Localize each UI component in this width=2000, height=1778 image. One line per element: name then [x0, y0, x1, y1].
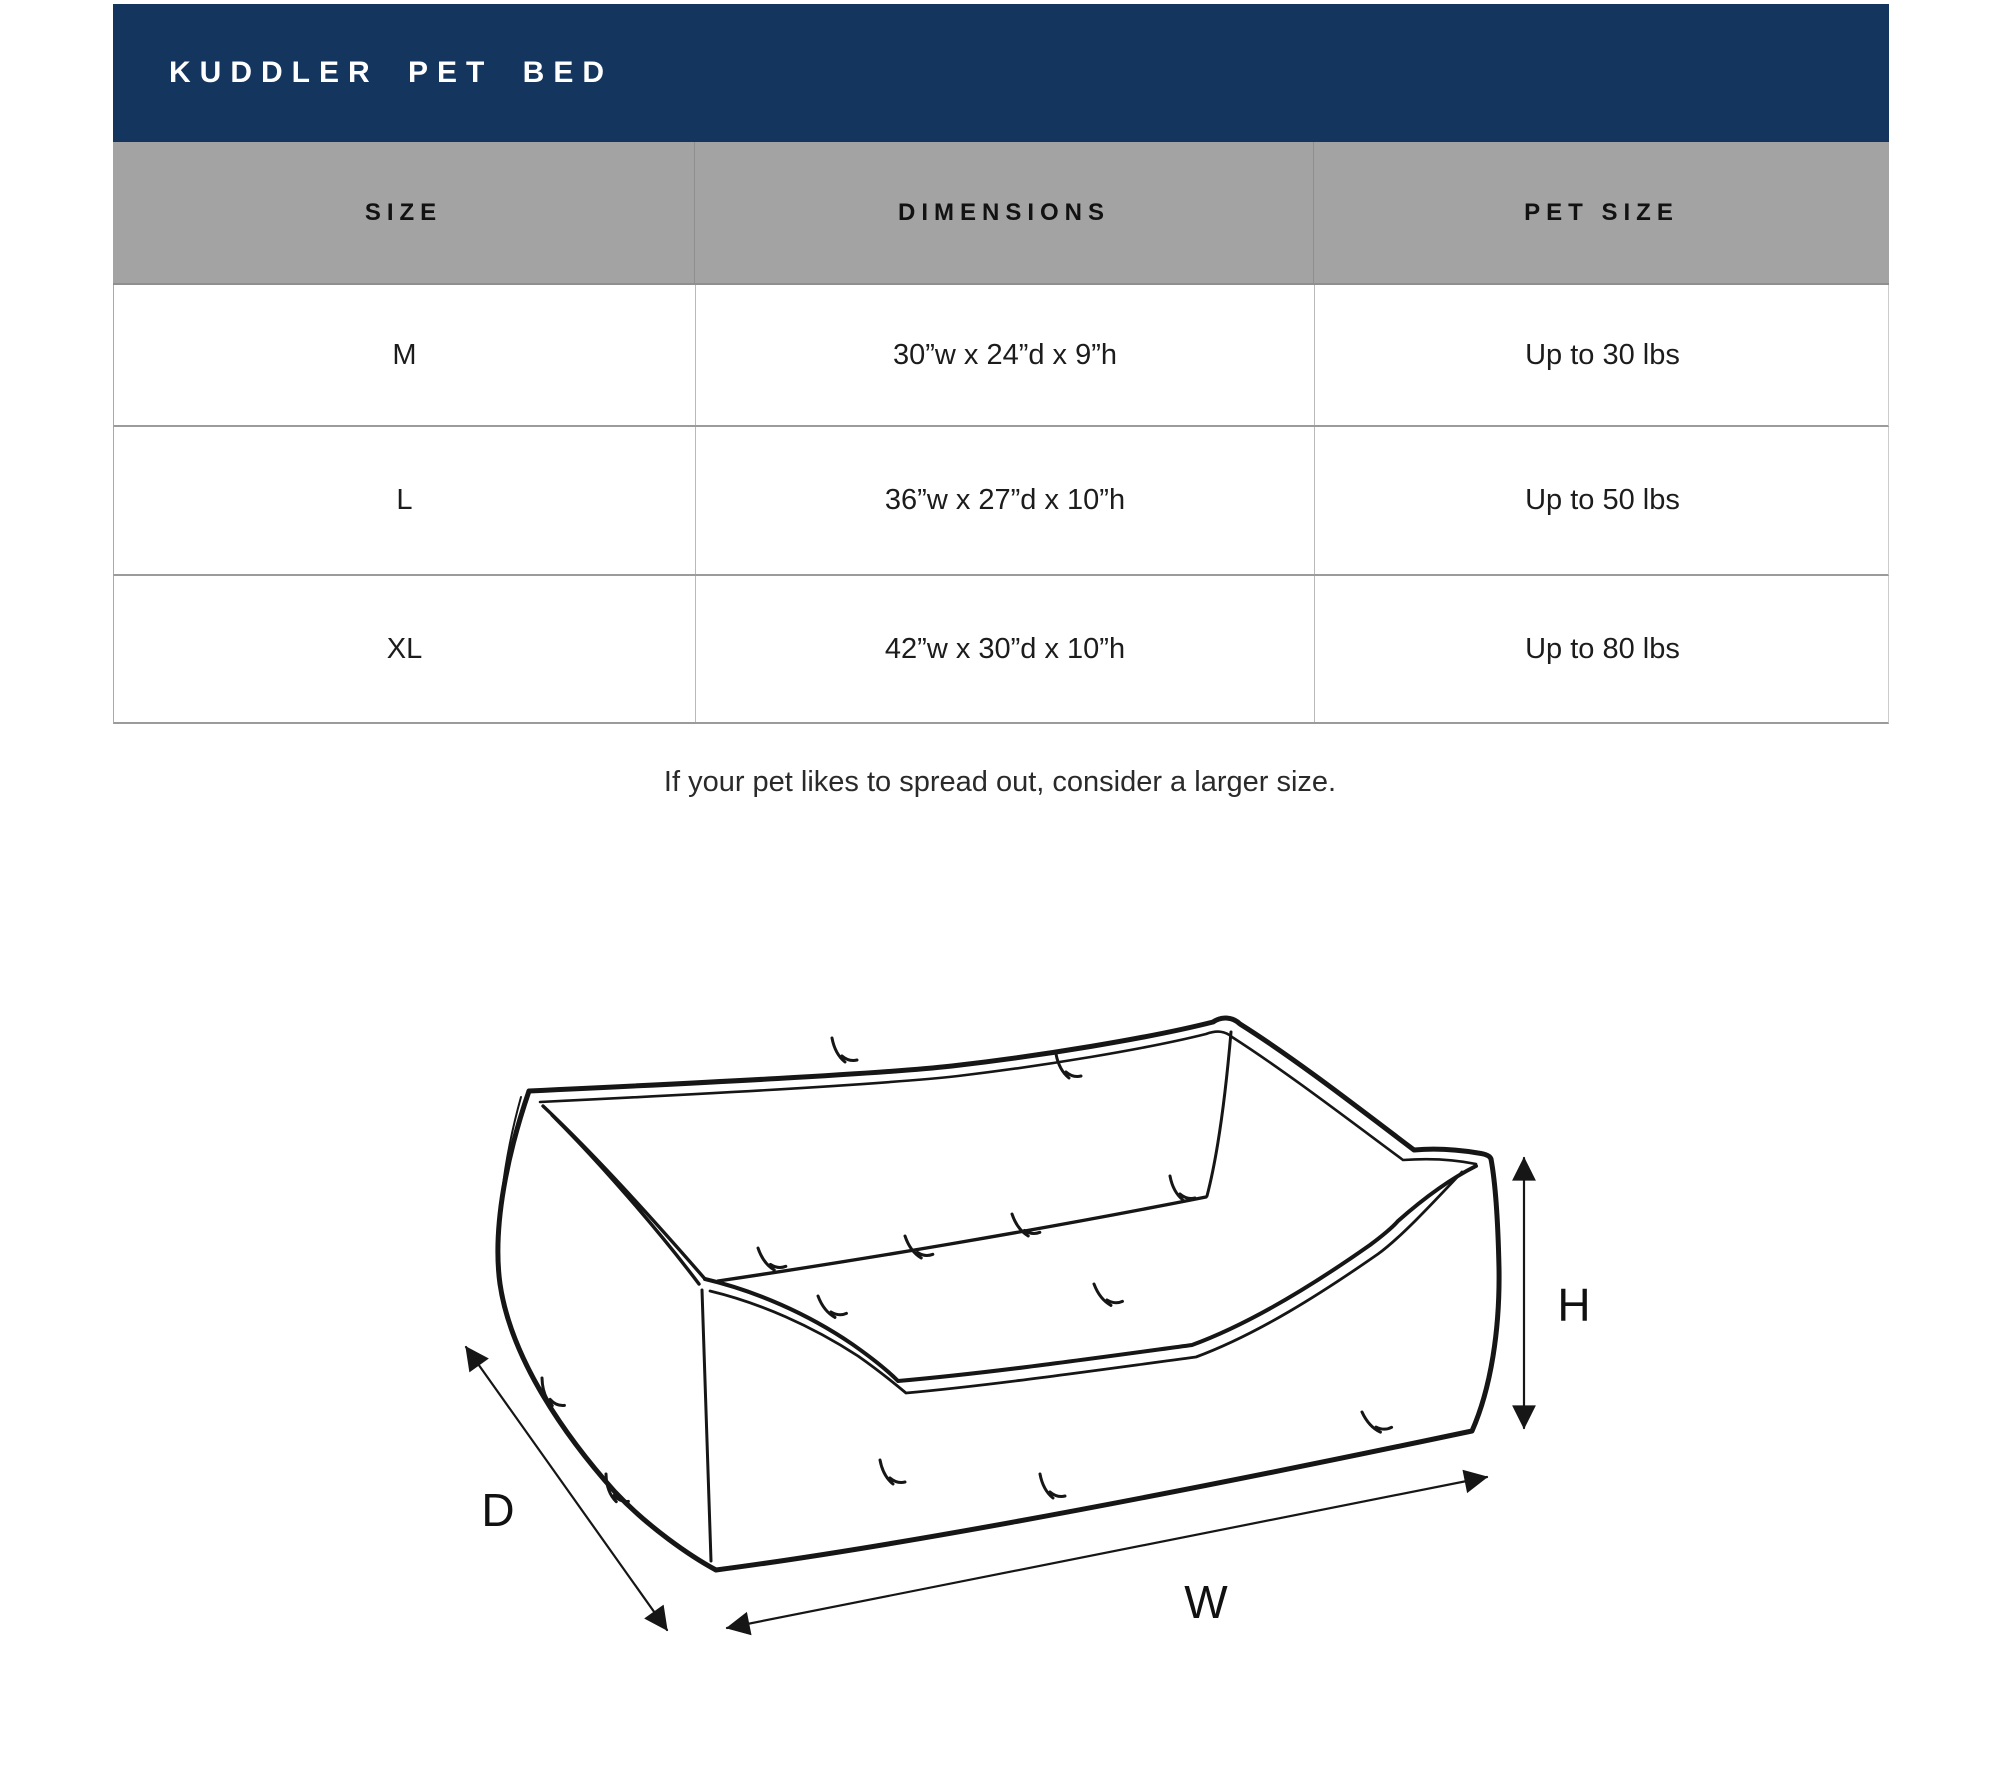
chart-title: KUDDLER PET BED: [169, 56, 614, 89]
width-label: W: [1184, 1576, 1228, 1628]
header-cell-size: SIZE: [364, 198, 443, 226]
bed-front-corner-seam: [702, 1290, 711, 1561]
dimension-arrows: [466, 1158, 1524, 1630]
bed-left-bolster-slope: [543, 1106, 705, 1284]
header-cell-dimensions: DIMENSIONS: [694, 142, 1313, 283]
cell-pet-size: Up to 50 lbs: [1314, 427, 1890, 574]
depth-label: D: [481, 1484, 515, 1536]
height-label: H: [1557, 1279, 1591, 1331]
bed-rim-outer: [529, 1018, 1491, 1159]
bed-tuft-marks: [538, 1038, 1392, 1503]
bed-sketch: [498, 1018, 1499, 1570]
sizing-note: If your pet likes to spread out, consider a larger size.: [663, 766, 1337, 798]
cell-dimensions: 30”w x 24”d x 9”h: [695, 285, 1314, 425]
cell-size: XL: [386, 632, 423, 665]
cell-pet-size: Up to 80 lbs: [1314, 576, 1890, 722]
cell-size: L: [396, 484, 413, 516]
cell-dimensions: 42”w x 30”d x 10”h: [695, 576, 1314, 722]
bed-back-corner-seam: [1207, 1032, 1231, 1196]
bed-cushion-seam: [718, 1197, 1206, 1281]
bed-outline: [498, 1091, 1499, 1570]
bed-rim-inner: [540, 1032, 1476, 1164]
cell-pet-size: Up to 30 lbs: [1314, 285, 1890, 425]
cell-dimensions: 36”w x 27”d x 10”h: [695, 427, 1314, 574]
cell-size: M: [392, 338, 417, 371]
header-cell-pet-size: PET SIZE: [1313, 142, 1889, 283]
bed-front-scoop-outer: [705, 1166, 1476, 1381]
